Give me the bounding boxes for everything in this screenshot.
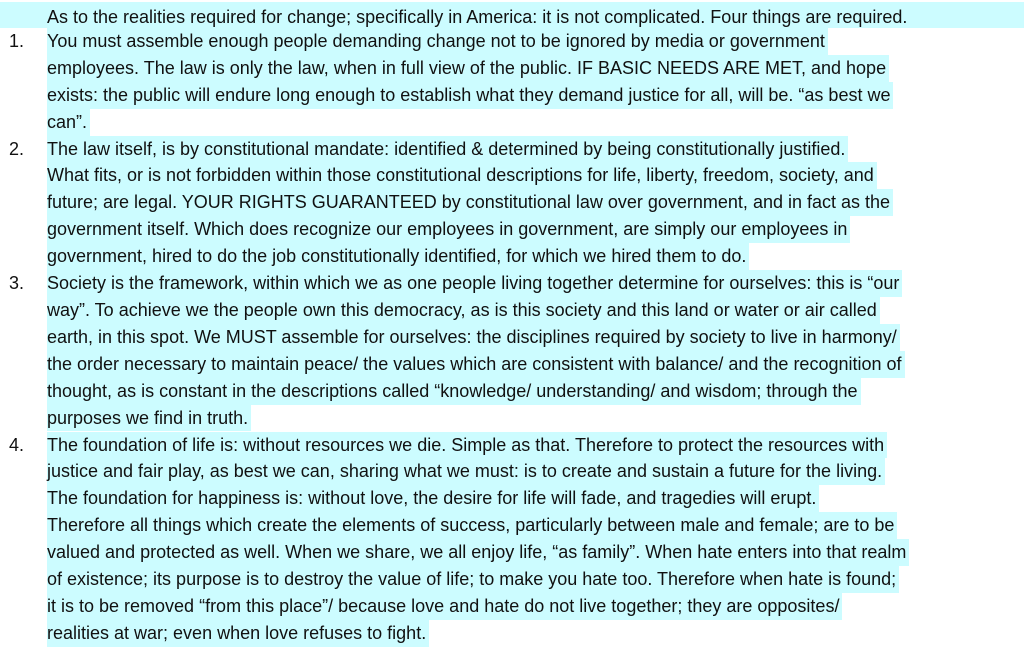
text-line: way”. To achieve we the people own this democracy, as is this society and this land or water or air called (47, 297, 880, 324)
list-item-body (47, 270, 1024, 431)
list-number: 4. (9, 434, 25, 455)
intro-line (0, 2, 1024, 28)
list-item-body (47, 432, 1024, 647)
list-item-body (47, 136, 1024, 270)
text-line: justice and fair play, as best we can, sharing what we must: is to create and sustain a future for the living. (47, 458, 885, 485)
text-line: purposes we find in truth. (47, 405, 251, 432)
text-line: What fits, or is not forbidden within those constitutional descriptions for life, liberty, freedom, society, and (47, 162, 877, 189)
text-line: thought, as is constant in the descriptions called “knowledge/ understanding/ and wisdom; through the (47, 378, 861, 405)
text-line: it is to be removed “from this place”/ because love and hate do not live together; they are opposites/ (47, 593, 842, 620)
list-item-body (47, 28, 1024, 136)
text-line: exists: the public will endure long enough to establish what they demand justice for all, will be. “as best we (47, 82, 893, 109)
text-line: can”. (47, 109, 90, 136)
text-line: the order necessary to maintain peace/ the values which are consistent with balance/ and the recognition of (47, 351, 905, 378)
text-line: The foundation of life is: without resources we die. Simple as that. Therefore to protect the resources with (47, 432, 887, 459)
text-line: of existence; its purpose is to destroy the value of life; to make you hate too. Therefore when hate is found; (47, 566, 899, 593)
text-line: earth, in this spot. We MUST assemble for ourselves: the disciplines required by society to live in harmony/ (47, 324, 900, 351)
text-line: The foundation for happiness is: without love, the desire for life will fade, and tragedies will erupt. (47, 485, 819, 512)
text-line: government itself. Which does recognize our employees in government, are simply our employees in (47, 216, 850, 243)
list-number: 2. (9, 138, 25, 159)
text-line: future; are legal. YOUR RIGHTS GUARANTEED by constitutional law over government, and in fact as the (47, 189, 893, 216)
text-line: valued and protected as well. When we share, we all enjoy life, “as family”. When hate enters into that realm (47, 539, 909, 566)
text-line: employees. The law is only the law, when in full view of the public. IF BASIC NEEDS ARE MET, and hope (47, 55, 889, 82)
text-line: government, hired to do the job constitutionally identified, for which we hired them to do. (47, 243, 749, 270)
intro-text: As to the realities required for change; specifically in America: it is not complicated. Four things are required. (47, 7, 908, 27)
text-line: You must assemble enough people demanding change not to be ignored by media or government (47, 28, 828, 55)
list-number: 1. (9, 31, 25, 51)
text-line: realities at war; even when love refuses to fight. (47, 620, 429, 647)
text-line: Therefore all things which create the elements of success, particularly between male and female; are to be (47, 512, 897, 539)
text-line: Society is the framework, within which we as one people living together determine for ourselves: this is “our (47, 270, 902, 297)
text-line: The law itself, is by constitutional mandate: identified & determined by being constitutionally justified. (47, 136, 848, 163)
list-number: 3. (9, 273, 25, 294)
